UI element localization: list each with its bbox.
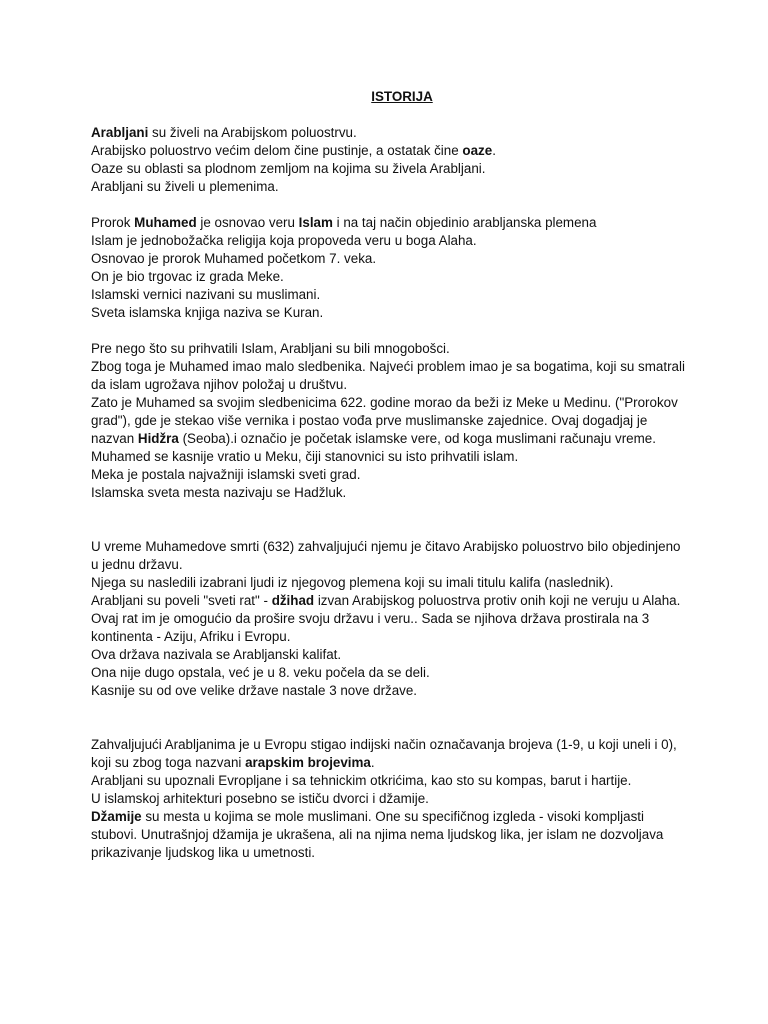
paragraph-muhammad-islam: [91, 214, 691, 322]
text-line: Njega su nasledili izabrani ljudi iz njegovog plemena koji su imali titulu kalifa (naslednik).: [91, 575, 614, 590]
text-line: Ova država nazivala se Arabljanski kalifat.: [91, 647, 342, 662]
paragraph-caliphate: [91, 538, 691, 700]
paragraph-contributions: [91, 736, 691, 862]
text-line: Islam je jednobožačka religija koja propoveda veru u boga Alaha.: [91, 233, 477, 248]
text-line: Islamska sveta mesta nazivaju se Hadžluk.: [91, 485, 347, 500]
text-line: Arabijsko poluostrvo većim delom čine pustinje, a ostatak čine oaze.: [91, 143, 496, 158]
document-title: ISTORIJA: [371, 89, 433, 104]
text-line: On je bio trgovac iz grada Meke.: [91, 269, 284, 284]
text-line: Pre nego što su prihvatili Islam, Arabljani su bili mnogobošci.: [91, 341, 450, 356]
bold-term: Hidžra: [137, 431, 179, 446]
text-line: U vreme Muhamedove smrti (632) zahvaljujući njemu je čitavo Arabijsko poluostrvo bilo objedinjeno u jednu državu.: [91, 539, 681, 572]
text-line: Meka je postala najvažniji islamski sveti grad.: [91, 467, 361, 482]
text-line: Muhamed se kasnije vratio u Meku, čiji stanovnici su isto prihvatili islam.: [91, 449, 519, 464]
text-line: Osnovao je prorok Muhamed početkom 7. veka.: [91, 251, 377, 266]
text-line: Oaze su oblasti sa plodnom zemljom na kojima su živela Arabljani.: [91, 161, 486, 176]
bold-term: Arabljani: [91, 125, 149, 140]
bold-term: Džamije: [91, 809, 142, 824]
text-line: Prorok Muhamed je osnovao veru Islam i na taj način objedinio arabljanska plemena: [91, 215, 597, 230]
paragraph-hijra: [91, 340, 691, 502]
bold-term: džihad: [271, 593, 315, 608]
text-line: Sveta islamska knjiga naziva se Kuran.: [91, 305, 324, 320]
text-line: Arabljani su živeli na Arabijskom poluostrvu.: [91, 125, 357, 140]
text-line: Zbog toga je Muhamed imao malo sledbenika. Najveći problem imao je sa bogatima, koji su smatrali da islam ugrožava njihov položaj u društvu.: [91, 359, 685, 392]
document-page: [91, 88, 691, 862]
text-line: Islamski vernici nazivani su muslimani.: [91, 287, 321, 302]
bold-term: Muhamed: [134, 215, 197, 230]
text-line: U islamskoj arhitekturi posebno se ističu dvorci i džamije.: [91, 791, 429, 806]
text-line: Džamije su mesta u kojima se mole muslimani. One su specifičnog izgleda - visoki kompljasti stubovi. Unutrašnjoj džamija je ukrašena, ali na njima nema ljudskog lika, jer islam ne dozvoljava prikazivanje ljudskog lika u umetnosti.: [91, 809, 664, 860]
text-line: Arabljani su upoznali Evropljane i sa tehnickim otkrićima, kao sto su kompas, barut i hartije.: [91, 773, 632, 788]
text-line: Arabljani su živeli u plemenima.: [91, 179, 279, 194]
bold-term: arapskim brojevima: [245, 755, 371, 770]
text-line: Kasnije su od ove velike države nastale 3 nove države.: [91, 683, 418, 698]
bold-term: Islam: [298, 215, 333, 230]
text-line: Zahvaljujući Arabljanima je u Evropu stigao indijski način označavanja brojeva (1-9, u koji uneli i 0), koji su zbog toga nazvani arapskim brojevima.: [91, 737, 677, 770]
text-line: Arabljani su poveli "sveti rat" - džihad izvan Arabijskog poluostrva protiv onih koji ne veruju u Alaha. Ovaj rat im je omogućio da prošire svoju državu i veru.. Sada se njihova država prostirala na 3 kontinenta - Aziju, Afriku i Evropu.: [91, 593, 681, 644]
bold-term: oaze: [462, 143, 493, 158]
text-line: Zato je Muhamed sa svojim sledbenicima 622. godine morao da beži iz Meke u Medinu. ("Prorokov grad"), gde je stekao više vernika i postao vođa prve muslimanske zajednice. Ovaj dogadjaj je nazvan Hidžra (Seoba).i označio je početak islamske vere, od koga muslimani računaju vreme.: [91, 395, 678, 446]
text-line: Ona nije dugo opstala, već je u 8. veku počela da se deli.: [91, 665, 430, 680]
paragraph-arabs-living: [91, 124, 691, 196]
